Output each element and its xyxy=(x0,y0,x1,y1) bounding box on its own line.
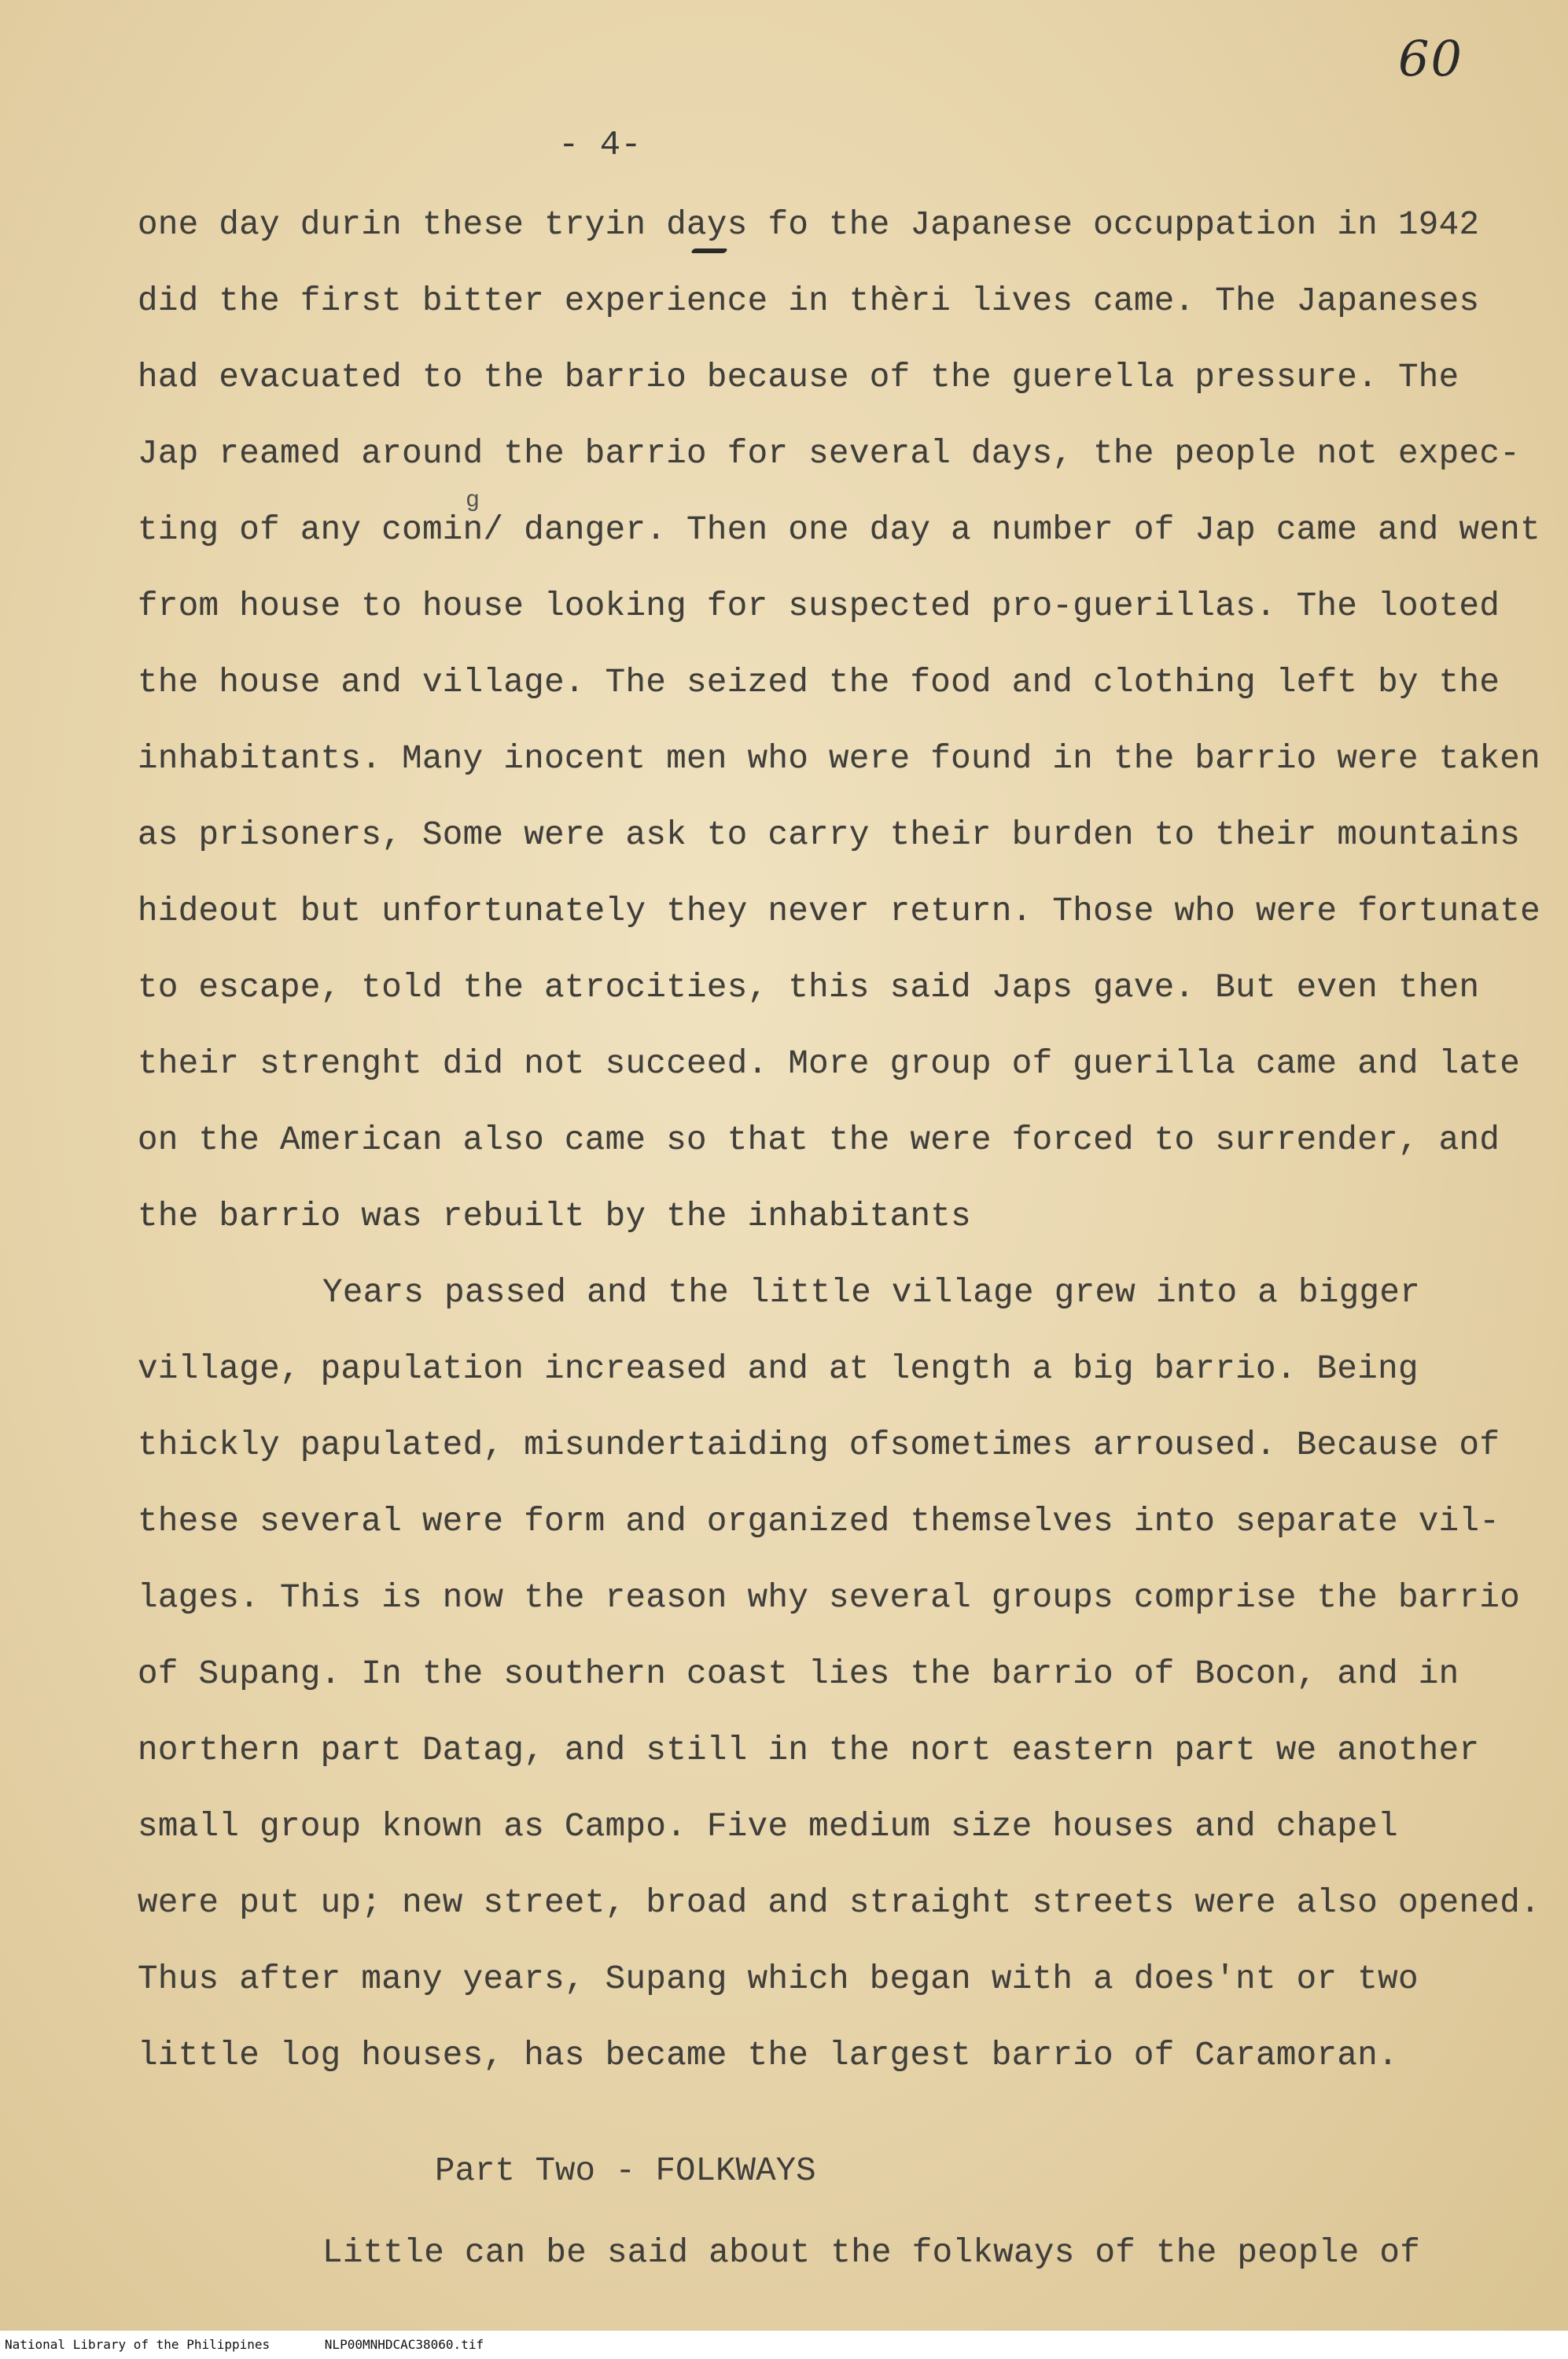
text-line: did the first bitter experience in thèri lives came. The Japaneses xyxy=(138,282,1480,320)
text-line: as prisoners, Some were ask to carry their burden to their mountains xyxy=(138,816,1521,854)
text-line: on the American also came so that the were forced to surrender, and xyxy=(138,1121,1500,1159)
page-number-handwritten: 60 xyxy=(1398,30,1463,87)
text-line: village, papulation increased and at length a big barrio. Being xyxy=(138,1350,1419,1388)
text-line: these several were form and organized themselves into separate vil- xyxy=(138,1503,1500,1540)
text-line: thickly papulated, misundertaiding ofsometimes arroused. Because of xyxy=(138,1426,1500,1464)
text-line: their strenght did not succeed. More group of guerilla came and late xyxy=(138,1045,1521,1083)
text-line: to escape, told the atrocities, this said Japs gave. But even then xyxy=(138,969,1480,1007)
section-heading: Part Two - FOLKWAYS xyxy=(435,2152,816,2190)
insertion-letter: g xyxy=(466,488,480,514)
text-line: the house and village. The seized the food and clothing left by the xyxy=(138,664,1500,701)
text-line: Jap reamed around the barrio for several days, the people not expec- xyxy=(138,435,1521,473)
scan-footer xyxy=(0,2331,1568,2359)
text-line: Years passed and the little village grew into a bigger xyxy=(322,1274,1421,1312)
text-line: little log houses, has became the largest barrio of Caramoran. xyxy=(138,2037,1398,2074)
text-line: small group known as Campo. Five medium size houses and chapel xyxy=(138,1808,1398,1846)
text-line: northern part Datag, and still in the nort eastern part we another xyxy=(138,1732,1480,1769)
text-line: inhabitants. Many inocent men who were found in the barrio were taken xyxy=(138,740,1540,778)
footer-institution: National Library of the Philippines xyxy=(5,2337,271,2352)
text-line: ting of any comin/ danger. Then one day a number of Jap came and went xyxy=(138,511,1540,549)
text-line: lages. This is now the reason why several groups comprise the barrio xyxy=(138,1579,1521,1617)
text-line: one day durin these tryin days fo the Japanese occuppation in 1942 xyxy=(138,206,1480,244)
text-line: from house to house looking for suspected pro-guerillas. The looted xyxy=(138,587,1500,625)
typed-page-number: - 4- xyxy=(558,126,642,165)
correction-caret-mark xyxy=(690,248,727,253)
text-line: had evacuated to the barrio because of the guerella pressure. The xyxy=(138,359,1459,396)
text-line: Little can be said about the folkways of the people of xyxy=(322,2234,1421,2272)
text-line: were put up; new street, broad and straight streets were also opened. xyxy=(138,1884,1540,1922)
text-line: hideout but unfortunately they never return. Those who were fortunate xyxy=(138,892,1540,930)
text-line: the barrio was rebuilt by the inhabitants xyxy=(138,1198,972,1235)
footer-filename: NLP00MNHDCAC38060.tif xyxy=(324,2337,484,2352)
text-line: Thus after many years, Supang which began with a does'nt or two xyxy=(138,1960,1419,1998)
text-line: of Supang. In the southern coast lies the barrio of Bocon, and in xyxy=(138,1655,1459,1693)
